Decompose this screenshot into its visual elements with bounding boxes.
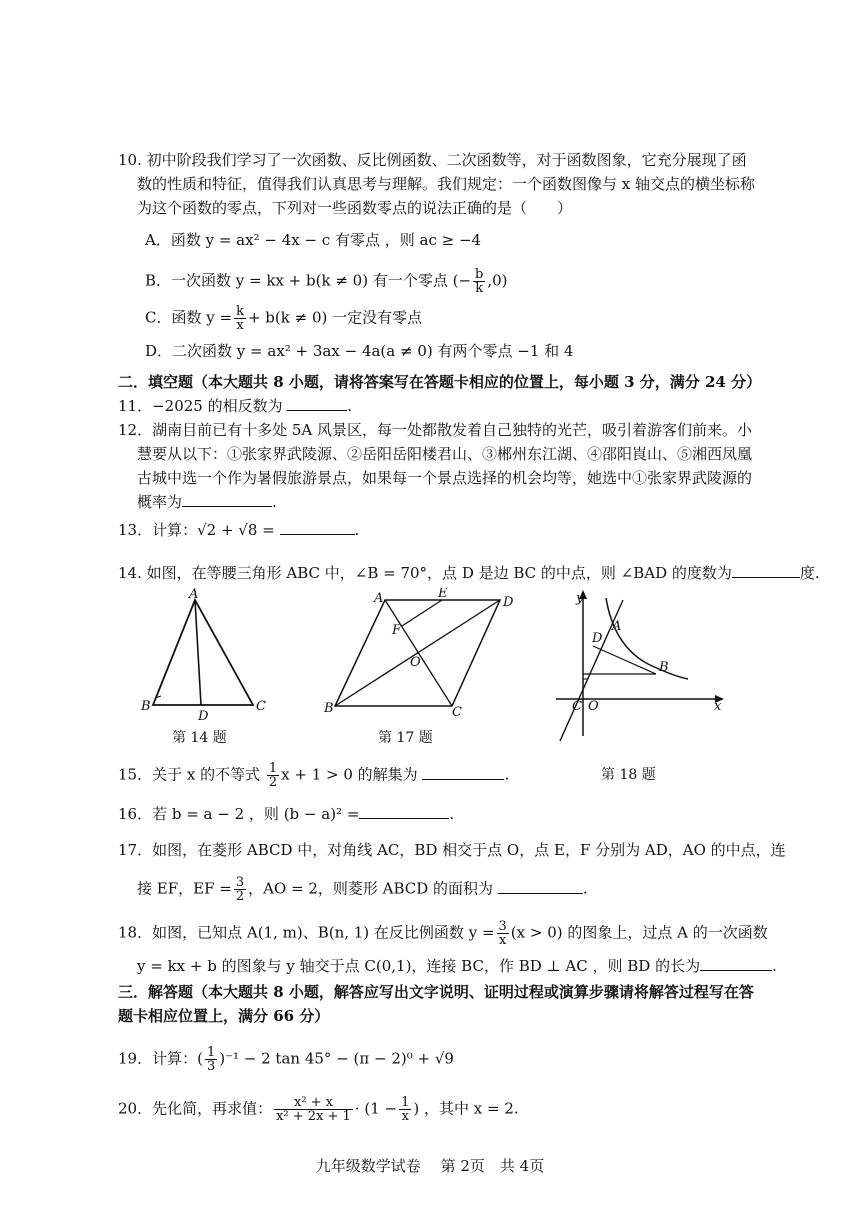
answer-blank xyxy=(422,765,504,780)
fraction: $\frac{3}{2}$ xyxy=(235,875,245,904)
answer-blank xyxy=(498,879,583,894)
fraction: $\frac{k}{x}$ xyxy=(236,304,244,333)
q16: 16．若 b = a − 2 ，则 (b − a)² = . xyxy=(118,805,455,823)
fig14-caption: 第 14 题 xyxy=(172,730,227,746)
fig17-label-b: B xyxy=(324,701,334,716)
figure-18-coordinate-graph xyxy=(548,586,733,746)
q10-option-a: A．函数 y = ax² − 4x − c 有零点 ，则 ac ≥ −4 xyxy=(145,231,482,249)
answer-blank xyxy=(732,563,800,578)
q10-option-c: C．函数 y = $\frac{k}{x}$ + b(k ≠ 0) 一定没有零点 xyxy=(145,304,423,333)
fig18-label-d: D xyxy=(592,631,603,646)
fraction: $\frac{\text{x² + x}}{\text{x² + 2x + 1}}$ xyxy=(276,1095,351,1124)
fig14-label-a: A xyxy=(189,588,199,602)
fig18-label-c: C xyxy=(572,699,582,714)
q13: 13．计算：√2 + √8 = . xyxy=(118,521,360,539)
fig17-label-a: A xyxy=(374,591,384,606)
q15: 15．关于 x 的不等式 $\frac{1}{2}$ x + 1 > 0 的解集为 . xyxy=(118,761,510,790)
fig17-label-f: F xyxy=(392,623,402,638)
q11: 11．−2025 的相反数为 . xyxy=(118,397,353,415)
q12-line1: 12．湖南目前已有十多处 5A 风景区，每一处都散发着自己独特的光芒，吸引着游客们前来。小 xyxy=(118,421,753,439)
q10-line2: 数的性质和特征，值得我们认真思考与理解。我们规定：一个函数图像与 x 轴交点的横坐标称 xyxy=(137,175,755,193)
q17-line2: 接 EF，EF = $\frac{3}{2}$ ，AO = 2，则菱形 ABCD 的面积为 . xyxy=(137,875,588,904)
q19: 19．计算：( $\frac{1}{3}$ )⁻¹ − 2 tan 45° − (π − 2)⁰ + √9 xyxy=(118,1045,454,1074)
answer-blank xyxy=(700,956,772,971)
q12-line4: 概率为 . xyxy=(137,493,277,511)
fig18-label-b: B xyxy=(659,660,669,675)
q10-option-b: B．一次函数 y = kx + b(k ≠ 0) 有一个零点 (− $\frac{b}{k}$ ,0) xyxy=(145,267,508,296)
section-3-heading-line1: 三．解答题（本大题共 8 小题，解答应写出文字说明、证明过程或演算步骤请将解答过程写在答 xyxy=(118,983,754,1001)
q18-line2: y = kx + b 的图象与 y 轴交于点 C(0,1)，连接 BC，作 BD ⊥ AC ，则 BD 的长为 . xyxy=(137,957,777,975)
fig17-label-d: D xyxy=(503,595,514,610)
fig18-label-x: x xyxy=(714,699,722,714)
fraction: $\frac{1}{x}$ xyxy=(401,1095,410,1124)
q14: 14. 如图，在等腰三角形 ABC 中，∠B = 70°，点 D 是边 BC 的中点，则 ∠BAD 的度数为 度. xyxy=(118,564,820,582)
fig18-label-a: A xyxy=(612,619,622,634)
fraction: $\frac{b}{k}$ xyxy=(475,267,484,296)
q20: 20．先化简，再求值： $\frac{\text{x² + x}}{\text{x² + 2x + 1}}$ · (1 − $\frac{1}{x}$ ) ，其中 x = 2. xyxy=(118,1095,519,1124)
fraction: $\frac{1}{3}$ xyxy=(206,1045,216,1074)
q10-option-d: D．二次函数 y = ax² + 3ax − 4a(a ≠ 0) 有两个零点 −1 和 4 xyxy=(145,342,574,360)
figure-14-triangle xyxy=(135,588,275,723)
fig17-label-e: E xyxy=(438,588,448,601)
q10-line1: 10. 初中阶段我们学习了一次函数、反比例函数、二次函数等，对于函数图象，它充分展现了函 xyxy=(118,151,747,169)
q17-line1: 17．如图，在菱形 ABCD 中，对角线 AC，BD 相交于点 O，点 E，F 分别为 AD，AO 的中点，连 xyxy=(118,841,786,859)
section-2-heading: 二．填空题（本大题共 8 小题，请将答案写在答题卡相应的位置上，每小题 3 分，满分 24 分） xyxy=(118,373,762,391)
page-footer: 九年级数学试卷 第 2页 共 4页 xyxy=(315,1157,545,1175)
figure-17-rhombus xyxy=(320,588,520,723)
fig18-label-o: O xyxy=(588,699,599,714)
fig17-label-c: C xyxy=(452,705,462,720)
fig14-label-d: D xyxy=(198,709,209,723)
fig17-caption: 第 17 题 xyxy=(378,730,433,746)
answer-blank xyxy=(359,804,449,819)
fig18-label-y: y xyxy=(576,591,584,606)
fraction: $\frac{1}{2}$ xyxy=(268,761,278,790)
fig14-label-b: B xyxy=(141,699,151,714)
answer-blank xyxy=(287,396,347,411)
fig14-label-c: C xyxy=(256,699,266,714)
q10-line3: 为这个函数的零点，下列对一些函数零点的说法正确的是（ ） xyxy=(137,199,573,217)
q18-line1: 18．如图，已知点 A(1, m)、B(n, 1) 在反比例函数 y = $\frac{3}{x}$ (x > 0) 的图象上，过点 A 的一次函数 xyxy=(118,919,768,948)
answer-blank xyxy=(280,520,355,535)
fig18-caption: 第 18 题 xyxy=(601,767,656,783)
q12-line3: 古城中选一个作为暑假旅游景点，如果每一个景点选择的机会均等，她选中①张家界武陵源的 xyxy=(137,469,753,487)
fraction: $\frac{3}{x}$ xyxy=(498,919,507,948)
section-3-heading-line2: 题卡相应位置上，满分 66 分） xyxy=(118,1007,330,1025)
q12-line2: 慧要从以下：①张家界武陵源、②岳阳岳阳楼君山、③郴州东江湖、④邵阳崀山、⑤湘西凤凰 xyxy=(137,445,753,463)
fig17-label-o: O xyxy=(410,655,421,670)
answer-blank xyxy=(182,492,272,507)
